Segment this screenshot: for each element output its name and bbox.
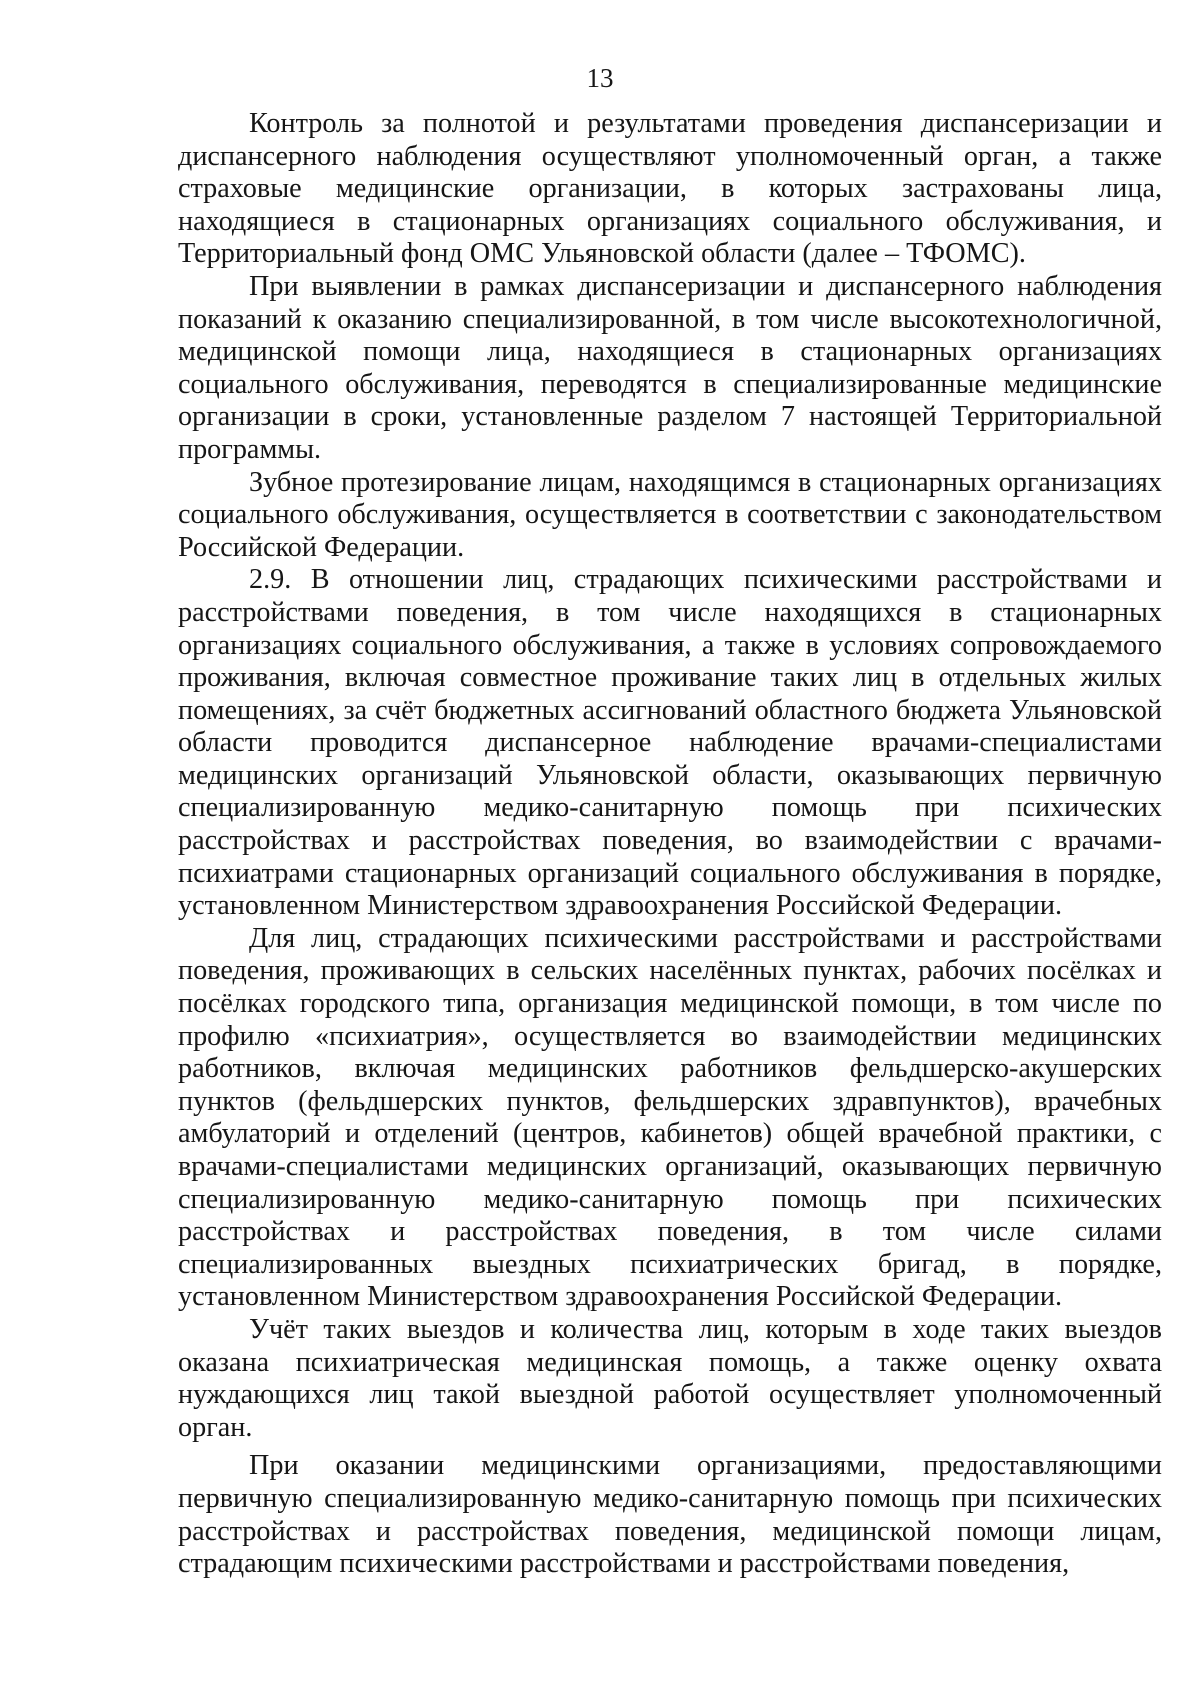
paragraph-provision: При оказании медицинскими организациями, предоставляющими первичную специализированную медико-санитарную помощь при психических расстройствах и расстройствах поведения, медицинской помощи лицам, страдающим психическими расстройствами и расстройствами поведения, — [178, 1450, 1162, 1580]
page-number: 13 — [586, 63, 614, 93]
document-body — [178, 108, 1162, 1581]
paragraph-section-2-9: 2.9. В отношении лиц, страдающих психическими расстройствами и расстройствами поведения, в том числе находящихся в стационарных организациях социального обслуживания, а также в условиях сопровождаемого проживания, включая совместное проживание таких лиц в отдельных жилых помещениях, за счёт бюджетных ассигнований областного бюджета Ульяновской области проводится диспансерное наблюдение врачами-специалистами медицинских организаций Ульяновской области, оказывающих первичную специализированную медико-санитарную помощь при психических расстройствах и расстройствах поведения, во взаимодействии с врачами-психиатрами стационарных организаций социального обслуживания в порядке, установленном Министерством здравоохранения Российской Федерации. — [178, 564, 1162, 922]
paragraph-rural-care: Для лиц, страдающих психическими расстройствами и расстройствами поведения, проживающих в сельских населённых пунктах, рабочих посёлках и посёлках городского типа, организация медицинской помощи, в том числе по профилю «психиатрия», осуществляется во взаимодействии медицинских работников, включая медицинских работников фельдшерско-акушерских пунктов (фельдшерских пунктов, фельдшерских здравпунктов), врачебных амбулаторий и отделений (центров, кабинетов) общей врачебной практики, с врачами-специалистами медицинских организаций, оказывающих первичную специализированную медико-санитарную помощь при психических расстройствах и расстройствах поведения, в том числе силами специализированных выездных психиатрических бригад, в порядке, установленном Министерством здравоохранения Российской Федерации. — [178, 922, 1162, 1313]
paragraph-dental: Зубное протезирование лицам, находящимся в стационарных организациях социального обслуживания, осуществляется в соответствии с законодательством Российской Федерации. — [178, 466, 1162, 563]
paragraph-transfer: При выявлении в рамках диспансеризации и диспансерного наблюдения показаний к оказанию специализированной, в том числе высокотехнологичной, медицинской помощи лица, находящиеся в стационарных организациях социального обслуживания, переводятся в специализированные медицинские организации в сроки, установленные разделом 7 настоящей Территориальной программы. — [178, 270, 1162, 465]
paragraph-visit-accounting: Учёт таких выездов и количества лиц, которым в ходе таких выездов оказана психиатрическая медицинская помощь, а также оценку охвата нуждающихся лиц такой выездной работой осуществляет уполномоченный орган. — [178, 1313, 1162, 1443]
paragraph-control: Контроль за полнотой и результатами проведения диспансеризации и диспансерного наблюдения осуществляют уполномоченный орган, а также страховые медицинские организации, в которых застрахованы лица, находящиеся в стационарных организациях социального обслуживания, и Территориальный фонд ОМС Ульяновской области (далее – ТФОМС). — [178, 108, 1162, 270]
